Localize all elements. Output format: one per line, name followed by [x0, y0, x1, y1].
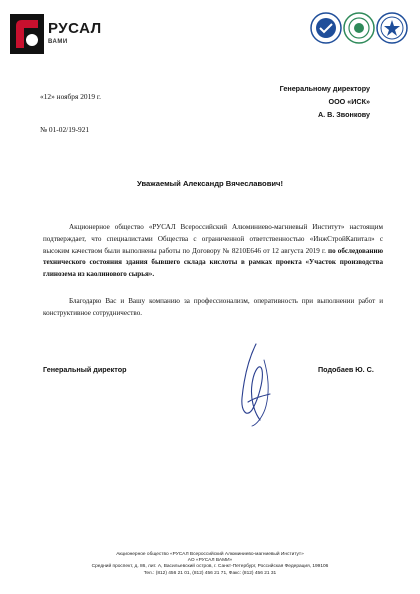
paragraph-1-text: Акционерное общество «РУСАЛ Всероссийский Алюминиево-магниевый Институт» настоящим подтверждает, что специалистами Общества с ограниченной ответственностью «ИнжСтройКапитал» с высоким качеством были выполнены работы по Договору № 8210E646 от 12 августа 2019 г.	[43, 223, 383, 255]
recipient-block	[190, 82, 370, 121]
logo-subtext: ВАМИ	[48, 39, 68, 45]
letter-date: «12» ноября 2019 г.	[40, 92, 101, 101]
letter-ref-number: № 01-02/19-921	[40, 125, 90, 134]
company-logo	[10, 14, 120, 64]
rusal-logo-icon	[10, 14, 44, 54]
footer-company-full: Акционерное общество «РУСАЛ Всероссийский Алюминиево-магниевый Институт»	[116, 552, 304, 557]
signer-name: Подобаев Ю. С.	[318, 365, 374, 374]
footer-contacts: Тел.: (812) 456 21 01, (812) 456 21 71, Факс: (812) 456 21 31	[143, 570, 277, 576]
handwritten-signature	[218, 340, 288, 430]
paragraph-1-bold-text: по обследованию технического состояния здания бывшего склада кислоты в рамках проекта «Участок производства глинозема из каолинового сырья».	[43, 246, 383, 279]
quality-seal-icon	[343, 12, 375, 44]
recipient-position: Генеральному директору	[279, 84, 370, 93]
certification-badges	[310, 12, 408, 46]
letter-footer	[0, 552, 420, 577]
logo-text: РУСАЛ	[48, 20, 102, 37]
footer-company-short: АО «РУСАЛ ВАМИ»	[187, 558, 233, 564]
footer-address: Средний проспект, д. 86, лит. А, Васильевский остров, г. Санкт-Петербург, Российская Федерация, 199106	[91, 564, 329, 570]
standard-mark-icon	[376, 12, 408, 44]
paragraph-2-text: Благодарю Вас и Вашу компанию за профессионализм, оперативность при выполнении работ и конструктивное сотрудничество.	[43, 297, 383, 317]
recipient-name: А. В. Звонкову	[317, 110, 370, 119]
recipient-company: ООО «ИСК»	[328, 97, 370, 106]
signer-title: Генеральный директор	[43, 365, 127, 374]
body-paragraph-1	[43, 222, 383, 281]
body-paragraph-2	[43, 296, 383, 320]
salutation: Уважаемый Александр Вячеславович!	[137, 179, 283, 188]
certification-badge-icon	[310, 12, 342, 44]
